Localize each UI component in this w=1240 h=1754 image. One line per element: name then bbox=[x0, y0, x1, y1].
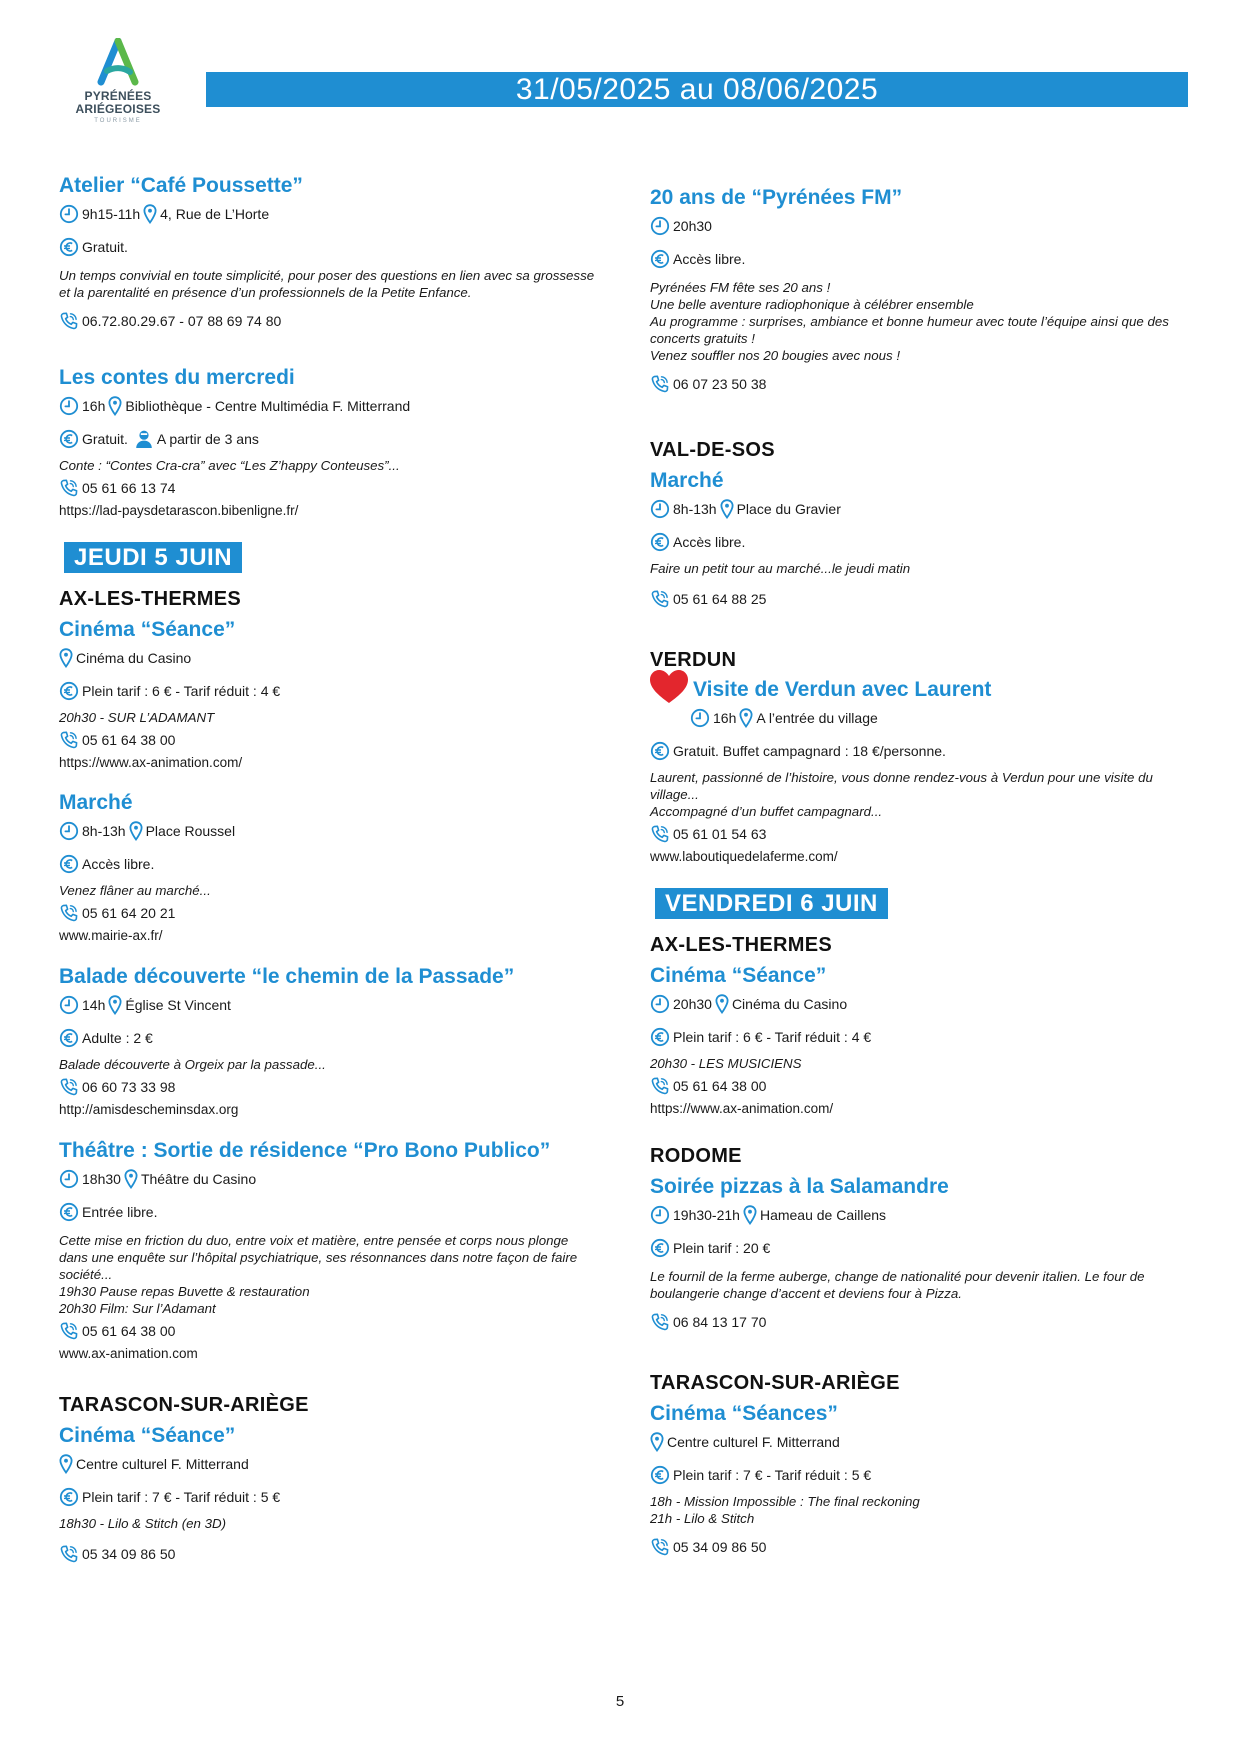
location-pin-icon bbox=[129, 821, 143, 841]
logo-line-2: ARIÉGEOISES bbox=[75, 102, 161, 116]
euro-icon bbox=[59, 681, 79, 701]
event-marche-ax bbox=[59, 790, 599, 945]
place-heading bbox=[650, 1370, 1190, 1396]
clock-icon bbox=[650, 499, 670, 519]
clock-icon bbox=[59, 995, 79, 1015]
place-name: TARASCON-SUR-ARIÈGE bbox=[650, 1372, 900, 1394]
clock-icon bbox=[59, 396, 79, 416]
event-phone[interactable]: 05 61 64 20 21 bbox=[82, 905, 176, 921]
euro-icon bbox=[59, 429, 79, 449]
location-pin-icon bbox=[143, 204, 157, 224]
event-price: Plein tarif : 7 € - Tarif réduit : 5 € bbox=[673, 1467, 872, 1483]
event-url[interactable]: http://amisdescheminsdax.org bbox=[59, 1102, 239, 1117]
clock-icon bbox=[59, 1169, 79, 1189]
date-range-banner: 31/05/2025 au 08/06/2025 bbox=[206, 72, 1188, 107]
phone-icon bbox=[59, 1077, 79, 1097]
place-heading bbox=[59, 1392, 599, 1418]
location-pin-icon bbox=[743, 1205, 757, 1225]
event-phone[interactable]: 06 84 13 17 70 bbox=[673, 1314, 767, 1330]
euro-icon bbox=[650, 1238, 670, 1258]
location-pin-icon bbox=[59, 648, 73, 668]
event-price: Gratuit. bbox=[82, 239, 128, 255]
event-price: Gratuit. Buffet campagnard : 18 €/personne. bbox=[673, 743, 946, 759]
event-url[interactable]: https://www.ax-animation.com/ bbox=[59, 755, 243, 770]
event-time: 19h30-21h bbox=[673, 1207, 740, 1223]
event-time: 9h15-11h bbox=[82, 206, 141, 222]
location-pin-icon bbox=[720, 499, 734, 519]
clock-icon bbox=[650, 994, 670, 1014]
logo bbox=[70, 38, 166, 126]
event-time: 16h bbox=[713, 710, 737, 726]
event-location: A l’entrée du village bbox=[756, 710, 878, 726]
event-phone[interactable]: 05 61 01 54 63 bbox=[673, 826, 767, 842]
event-description-line: Venez souffler nos 20 bougies avec nous ! bbox=[650, 348, 901, 363]
location-pin-icon bbox=[108, 995, 122, 1015]
event-phone[interactable]: 05 34 09 86 50 bbox=[673, 1539, 767, 1555]
event-url[interactable]: www.laboutiquedelaferme.com/ bbox=[650, 849, 838, 864]
event-location: Centre culturel F. Mitterrand bbox=[667, 1434, 840, 1450]
event-pyrenees-fm bbox=[650, 185, 1190, 394]
event-price: Gratuit. bbox=[82, 431, 128, 447]
location-pin-icon bbox=[715, 994, 729, 1014]
place-name: RODOME bbox=[650, 1145, 742, 1167]
event-location: Cinéma du Casino bbox=[76, 650, 192, 666]
event-pizza bbox=[650, 1174, 1190, 1332]
event-location: Cinéma du Casino bbox=[731, 996, 848, 1012]
location-pin-icon bbox=[650, 1432, 664, 1452]
euro-icon bbox=[650, 532, 670, 552]
event-description: Un temps convivial en toute simplicité, pour poser des questions en lien avec sa grossesse et la parentalité en présence d’un professionnels de la Petite Enfance. bbox=[59, 268, 595, 300]
event-price: Plein tarif : 6 € - Tarif réduit : 4 € bbox=[82, 683, 281, 699]
event-description: 20h30 - SUR L’ADAMANT bbox=[59, 710, 215, 725]
event-phone[interactable]: 06 60 73 33 98 bbox=[82, 1079, 176, 1095]
event-description-line: 20h30 Film: Sur l’Adamant bbox=[59, 1301, 216, 1316]
page-number: 5 bbox=[615, 1693, 625, 1710]
phone-icon bbox=[59, 478, 79, 498]
event-price: Entrée libre. bbox=[82, 1204, 158, 1220]
phone-icon bbox=[59, 311, 79, 331]
place-name: VAL-DE-SOS bbox=[650, 439, 775, 461]
event-phone[interactable]: 05 61 66 13 74 bbox=[82, 480, 176, 496]
event-time: 20h30 bbox=[673, 218, 712, 234]
event-url[interactable]: https://www.ax-animation.com/ bbox=[650, 1101, 834, 1116]
event-price: Accès libre. bbox=[673, 534, 746, 550]
location-pin-icon bbox=[124, 1169, 138, 1189]
event-title: Cinéma “Séances” bbox=[650, 1402, 838, 1425]
event-description-line: Pyrénées FM fête ses 20 ans ! bbox=[650, 280, 831, 295]
day-band: VENDREDI 6 JUIN bbox=[655, 888, 888, 919]
logo-line-1: PYRÉNÉES bbox=[84, 89, 152, 103]
place-name: VERDUN bbox=[650, 649, 737, 671]
euro-icon bbox=[59, 1028, 79, 1048]
event-location: Centre culturel F. Mitterrand bbox=[76, 1456, 249, 1472]
event-description: Conte : “Contes Cra-cra” avec “Les Z’happy Conteuses”... bbox=[59, 458, 400, 473]
event-location: Place du Gravier bbox=[736, 501, 841, 517]
event-location: Hameau de Caillens bbox=[759, 1207, 887, 1223]
heart-icon bbox=[648, 668, 690, 706]
place-heading bbox=[650, 437, 1190, 463]
euro-icon bbox=[650, 741, 670, 761]
event-price: Accès libre. bbox=[82, 856, 155, 872]
logo-mark-icon bbox=[96, 38, 140, 90]
event-time: 18h30 bbox=[82, 1171, 121, 1187]
day-band: JEUDI 5 JUIN bbox=[64, 542, 242, 573]
place-name: AX-LES-THERMES bbox=[650, 934, 832, 956]
event-title: Visite de Verdun avec Laurent bbox=[693, 678, 992, 701]
euro-icon bbox=[650, 1465, 670, 1485]
euro-icon bbox=[59, 1202, 79, 1222]
phone-icon bbox=[59, 1321, 79, 1341]
phone-icon bbox=[59, 730, 79, 750]
euro-icon bbox=[59, 237, 79, 257]
event-age: A partir de 3 ans bbox=[156, 431, 259, 447]
event-title: Atelier “Café Poussette” bbox=[59, 174, 303, 197]
phone-icon bbox=[650, 1537, 670, 1557]
event-time: 20h30 bbox=[673, 996, 712, 1012]
event-title: 20 ans de “Pyrénées FM” bbox=[650, 186, 903, 209]
event-marche-vds bbox=[650, 468, 1190, 609]
event-balade bbox=[59, 964, 599, 1119]
event-phone[interactable]: 05 61 64 38 00 bbox=[82, 1323, 176, 1339]
phone-icon bbox=[650, 1076, 670, 1096]
logo-line-3: TOURISME bbox=[94, 118, 142, 124]
event-time: 8h-13h bbox=[82, 823, 126, 839]
event-contes bbox=[59, 365, 599, 520]
event-price: Plein tarif : 7 € - Tarif réduit : 5 € bbox=[82, 1489, 281, 1505]
clock-icon bbox=[650, 1205, 670, 1225]
event-description: 18h30 - Lilo & Stitch (en 3D) bbox=[59, 1516, 227, 1531]
phone-icon bbox=[650, 589, 670, 609]
event-description: Faire un petit tour au marché...le jeudi matin bbox=[650, 561, 911, 576]
event-location: Bibliothèque - Centre Multimédia F. Mitterrand bbox=[125, 398, 411, 414]
event-url[interactable]: https://lad-paysdetarascon.bibenligne.fr/ bbox=[59, 503, 299, 518]
place-heading bbox=[650, 932, 1190, 958]
event-url[interactable]: www.ax-animation.com bbox=[59, 1346, 198, 1361]
location-pin-icon bbox=[59, 1454, 73, 1474]
event-description: Le fournil de la ferme auberge, change de nationalité pour devenir italien. Le four de boulangerie change d’accent et deviens four à Pizza. bbox=[650, 1269, 1145, 1301]
event-title: Marché bbox=[650, 469, 724, 492]
day-header-vendredi bbox=[650, 888, 1190, 919]
event-description-line: 21h - Lilo & Stitch bbox=[650, 1511, 755, 1526]
event-location: Église St Vincent bbox=[125, 997, 231, 1013]
phone-icon bbox=[59, 1544, 79, 1564]
clock-icon bbox=[690, 708, 710, 728]
location-pin-icon bbox=[739, 708, 753, 728]
phone-icon bbox=[650, 374, 670, 394]
event-time: 8h-13h bbox=[673, 501, 717, 517]
day-header-jeudi bbox=[59, 542, 599, 573]
event-phone[interactable]: 05 61 64 38 00 bbox=[82, 732, 176, 748]
event-time: 14h bbox=[82, 997, 106, 1013]
event-title: Marché bbox=[59, 791, 133, 814]
event-description-line: 18h - Mission Impossible : The final reckoning bbox=[650, 1494, 920, 1509]
event-phone[interactable]: 06 07 23 50 38 bbox=[673, 376, 767, 392]
event-title: Soirée pizzas à la Salamandre bbox=[650, 1175, 949, 1198]
event-cinema-tarascon bbox=[59, 1423, 599, 1564]
phone-icon bbox=[650, 1312, 670, 1332]
event-theatre bbox=[59, 1138, 599, 1363]
event-location: Place Roussel bbox=[145, 823, 236, 839]
event-description: 20h30 - LES MUSICIENS bbox=[650, 1056, 802, 1071]
event-description-line: 19h30 Pause repas Buvette & restauration bbox=[59, 1284, 310, 1299]
place-heading bbox=[59, 586, 599, 612]
event-price: Adulte : 2 € bbox=[82, 1030, 153, 1046]
euro-icon bbox=[59, 854, 79, 874]
event-phone[interactable]: 06.72.80.29.67 - 07 88 69 74 80 bbox=[82, 313, 282, 329]
event-cinema-tarascon-friday bbox=[650, 1401, 1190, 1557]
event-location: Théâtre du Casino bbox=[140, 1171, 257, 1187]
event-phone[interactable]: 05 61 64 38 00 bbox=[673, 1078, 767, 1094]
event-cinema-ax-friday bbox=[650, 963, 1190, 1118]
event-title: Théâtre : Sortie de résidence “Pro Bono Publico” bbox=[59, 1139, 551, 1162]
event-description: Venez flâner au marché... bbox=[59, 883, 211, 898]
event-price: Plein tarif : 6 € - Tarif réduit : 4 € bbox=[673, 1029, 872, 1045]
place-name: TARASCON-SUR-ARIÈGE bbox=[59, 1394, 309, 1416]
event-price: Plein tarif : 20 € bbox=[673, 1240, 771, 1256]
event-time: 16h bbox=[82, 398, 106, 414]
child-icon bbox=[134, 429, 154, 449]
place-heading bbox=[650, 1143, 1190, 1169]
clock-icon bbox=[59, 821, 79, 841]
event-description: Cette mise en friction du duo, entre voix et matière, entre pensée et corps nous plonge dans une enquête sur l’hôpital psychiatrique, ses résonnances dans notre façon de faire société... bbox=[59, 1233, 578, 1282]
location-pin-icon bbox=[108, 396, 122, 416]
event-title: Les contes du mercredi bbox=[59, 366, 295, 389]
event-description-line: Une belle aventure radiophonique à célébrer ensemble bbox=[650, 297, 974, 312]
event-title: Cinéma “Séance” bbox=[650, 964, 827, 987]
event-description-line: Accompagné d’un buffet campagnard... bbox=[650, 804, 883, 819]
euro-icon bbox=[650, 1027, 670, 1047]
event-price: Accès libre. bbox=[673, 251, 746, 267]
event-phone[interactable]: 05 61 64 88 25 bbox=[673, 591, 767, 607]
event-cafe-poussette bbox=[59, 173, 599, 331]
phone-icon bbox=[650, 824, 670, 844]
event-description-line: Au programme : surprises, ambiance et bonne humeur avec toute l’équipe ainsi que des concerts gratuits ! bbox=[650, 314, 1169, 346]
phone-icon bbox=[59, 903, 79, 923]
euro-icon bbox=[650, 249, 670, 269]
event-description: Balade découverte à Orgeix par la passade... bbox=[59, 1057, 326, 1072]
euro-icon bbox=[59, 1487, 79, 1507]
event-phone[interactable]: 05 34 09 86 50 bbox=[82, 1546, 176, 1562]
event-title: Cinéma “Séance” bbox=[59, 1424, 236, 1447]
event-title: Cinéma “Séance” bbox=[59, 618, 236, 641]
clock-icon bbox=[59, 204, 79, 224]
place-name: AX-LES-THERMES bbox=[59, 588, 241, 610]
clock-icon bbox=[650, 216, 670, 236]
event-title: Balade découverte “le chemin de la Passade” bbox=[59, 965, 515, 988]
event-location: 4, Rue de L’Horte bbox=[160, 206, 270, 222]
event-verdun bbox=[650, 668, 1190, 866]
event-url[interactable]: www.mairie-ax.fr/ bbox=[59, 928, 163, 943]
event-cinema-ax bbox=[59, 617, 599, 772]
event-description: Laurent, passionné de l’histoire, vous donne rendez-vous à Verdun pour une visite du village... bbox=[650, 770, 1153, 802]
